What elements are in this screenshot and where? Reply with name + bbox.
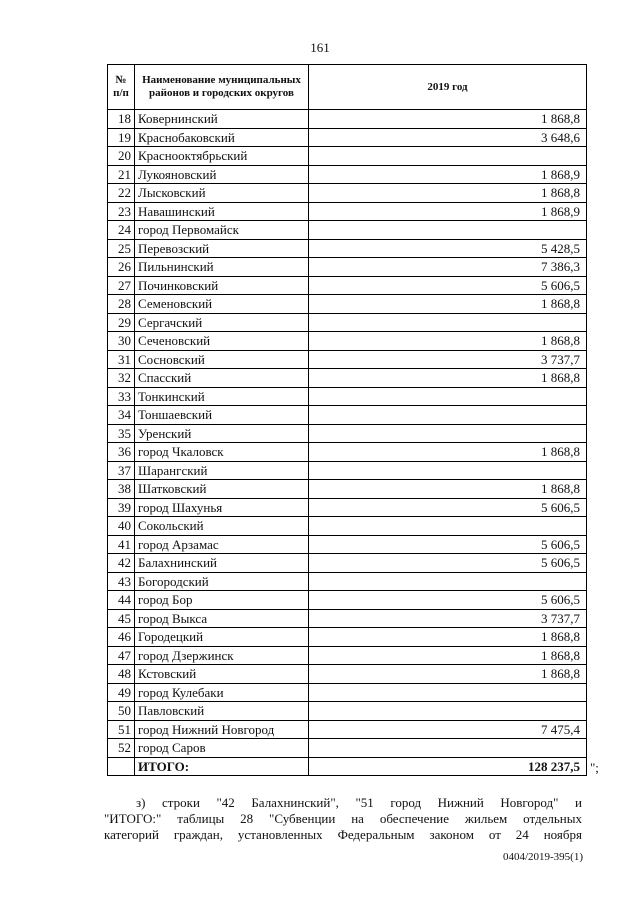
- row-municipality: Починковский: [135, 276, 309, 295]
- row-municipality: Краснооктябрьский: [135, 147, 309, 166]
- table-row: [108, 498, 587, 517]
- row-value: 5 428,5: [309, 239, 587, 258]
- row-number: 29: [108, 313, 135, 332]
- row-municipality: Кстовский: [135, 665, 309, 684]
- row-municipality: город Первомайск: [135, 221, 309, 240]
- row-value: 1 868,8: [309, 646, 587, 665]
- row-number: 23: [108, 202, 135, 221]
- table-row: [108, 480, 587, 499]
- row-number: 48: [108, 665, 135, 684]
- row-municipality: Перевозский: [135, 239, 309, 258]
- row-value: [309, 387, 587, 406]
- total-value: 128 237,5: [309, 757, 587, 776]
- row-value: 1 868,8: [309, 369, 587, 388]
- row-number: 33: [108, 387, 135, 406]
- row-municipality: Тоншаевский: [135, 406, 309, 425]
- paragraph-line-1: з) строки "42 Балахнинский", "51 город Нижний Новгород" и: [136, 795, 582, 810]
- table-row: [108, 276, 587, 295]
- paragraph-line-2: "ИТОГО:" таблицы 28 "Субвенции на обеспечение жильем отдельных: [104, 811, 582, 826]
- table-row: [108, 609, 587, 628]
- row-value: 1 868,8: [309, 628, 587, 647]
- header-municipality: Наименование муниципальных районов и городских округов: [135, 65, 309, 110]
- total-label: ИТОГО:: [135, 757, 309, 776]
- paragraph-line-3: категорий граждан, установленных Федеральным законом от 24 ноября: [104, 827, 582, 842]
- row-municipality: Лукояновский: [135, 165, 309, 184]
- row-municipality: город Чкаловск: [135, 443, 309, 462]
- row-municipality: Сергачский: [135, 313, 309, 332]
- row-value: 3 737,7: [309, 350, 587, 369]
- table-row: [108, 258, 587, 277]
- page-number: 161: [310, 40, 330, 55]
- row-number: 25: [108, 239, 135, 258]
- table-row: [108, 665, 587, 684]
- row-value: [309, 572, 587, 591]
- row-value: 3 737,7: [309, 609, 587, 628]
- row-number: 45: [108, 609, 135, 628]
- row-municipality: Пильнинский: [135, 258, 309, 277]
- row-number: 36: [108, 443, 135, 462]
- row-number: 18: [108, 110, 135, 129]
- row-number: 22: [108, 184, 135, 203]
- table-row: [108, 387, 587, 406]
- row-value: [309, 739, 587, 758]
- row-municipality: город Шахунья: [135, 498, 309, 517]
- row-municipality: город Бор: [135, 591, 309, 610]
- table-row: [108, 683, 587, 702]
- row-value: [309, 702, 587, 721]
- table-row: [108, 739, 587, 758]
- row-value: [309, 406, 587, 425]
- row-number: 20: [108, 147, 135, 166]
- row-municipality: Балахнинский: [135, 554, 309, 573]
- row-municipality: Уренский: [135, 424, 309, 443]
- row-municipality: Семеновский: [135, 295, 309, 314]
- row-value: [309, 461, 587, 480]
- row-number: 30: [108, 332, 135, 351]
- row-number: 35: [108, 424, 135, 443]
- table-row: [108, 221, 587, 240]
- row-municipality: Шарангский: [135, 461, 309, 480]
- row-value: 1 868,8: [309, 332, 587, 351]
- row-municipality: Краснобаковский: [135, 128, 309, 147]
- row-value: 1 868,9: [309, 202, 587, 221]
- table-row: [108, 128, 587, 147]
- row-municipality: город Выкса: [135, 609, 309, 628]
- row-municipality: Сеченовский: [135, 332, 309, 351]
- table-row: [108, 406, 587, 425]
- row-number: 43: [108, 572, 135, 591]
- table-row: [108, 517, 587, 536]
- row-municipality: Лысковский: [135, 184, 309, 203]
- row-municipality: город Нижний Новгород: [135, 720, 309, 739]
- row-number: 28: [108, 295, 135, 314]
- row-municipality: Навашинский: [135, 202, 309, 221]
- row-number: 46: [108, 628, 135, 647]
- table-header-row: [108, 65, 587, 110]
- row-number: 21: [108, 165, 135, 184]
- row-municipality: Городецкий: [135, 628, 309, 647]
- row-value: 5 606,5: [309, 554, 587, 573]
- row-value: 1 868,8: [309, 665, 587, 684]
- row-value: 1 868,8: [309, 480, 587, 499]
- row-value: [309, 313, 587, 332]
- table-row: [108, 295, 587, 314]
- row-number: 19: [108, 128, 135, 147]
- row-number: 49: [108, 683, 135, 702]
- row-value: [309, 147, 587, 166]
- row-number: 52: [108, 739, 135, 758]
- table-row: [108, 165, 587, 184]
- table-row: [108, 628, 587, 647]
- row-municipality: Богородский: [135, 572, 309, 591]
- table-body: [108, 110, 587, 758]
- table-row: [108, 461, 587, 480]
- document-code: 0404/2019-395(1): [502, 851, 583, 863]
- row-number: 37: [108, 461, 135, 480]
- row-municipality: город Дзержинск: [135, 646, 309, 665]
- row-value: [309, 221, 587, 240]
- table-row: [108, 110, 587, 129]
- row-number: 41: [108, 535, 135, 554]
- row-municipality: город Арзамас: [135, 535, 309, 554]
- row-number: 31: [108, 350, 135, 369]
- row-municipality: город Саров: [135, 739, 309, 758]
- row-value: [309, 517, 587, 536]
- row-value: 1 868,8: [309, 184, 587, 203]
- row-number: 32: [108, 369, 135, 388]
- row-value: 5 606,5: [309, 276, 587, 295]
- row-value: 1 868,8: [309, 295, 587, 314]
- row-value: 5 606,5: [309, 591, 587, 610]
- row-value: [309, 683, 587, 702]
- table-row: [108, 202, 587, 221]
- row-number: 44: [108, 591, 135, 610]
- row-number: 47: [108, 646, 135, 665]
- row-number: 50: [108, 702, 135, 721]
- row-municipality: Шатковский: [135, 480, 309, 499]
- row-number: 40: [108, 517, 135, 536]
- row-municipality: Сосновский: [135, 350, 309, 369]
- table-row: [108, 147, 587, 166]
- row-municipality: Спасский: [135, 369, 309, 388]
- row-municipality: Сокольский: [135, 517, 309, 536]
- row-municipality: Павловский: [135, 702, 309, 721]
- total-number-cell: [108, 757, 135, 776]
- row-number: 26: [108, 258, 135, 277]
- table-row: [108, 184, 587, 203]
- table-row: [108, 591, 587, 610]
- row-number: 27: [108, 276, 135, 295]
- closing-quote: ";: [590, 760, 599, 775]
- row-value: 1 868,9: [309, 165, 587, 184]
- header-number: № п/п: [108, 65, 135, 110]
- row-number: 51: [108, 720, 135, 739]
- table-row: [108, 554, 587, 573]
- row-number: 39: [108, 498, 135, 517]
- table-row: [108, 313, 587, 332]
- row-municipality: Ковернинский: [135, 110, 309, 129]
- table-row: [108, 443, 587, 462]
- table-row: [108, 239, 587, 258]
- row-number: 34: [108, 406, 135, 425]
- row-number: 24: [108, 221, 135, 240]
- table-row: [108, 535, 587, 554]
- subvention-table: [107, 64, 587, 776]
- row-value: 7 475,4: [309, 720, 587, 739]
- row-number: 42: [108, 554, 135, 573]
- row-number: 38: [108, 480, 135, 499]
- table-row: [108, 572, 587, 591]
- header-year-2019: 2019 год: [309, 65, 587, 110]
- row-value: 3 648,6: [309, 128, 587, 147]
- table-row: [108, 720, 587, 739]
- table-row: [108, 702, 587, 721]
- row-value: 5 606,5: [309, 498, 587, 517]
- row-value: 1 868,8: [309, 443, 587, 462]
- total-row: [108, 757, 587, 776]
- row-municipality: город Кулебаки: [135, 683, 309, 702]
- table-row: [108, 646, 587, 665]
- row-municipality: Тонкинский: [135, 387, 309, 406]
- row-value: 5 606,5: [309, 535, 587, 554]
- table-row: [108, 424, 587, 443]
- row-value: [309, 424, 587, 443]
- row-value: 1 868,8: [309, 110, 587, 129]
- table-row: [108, 350, 587, 369]
- table-row: [108, 369, 587, 388]
- row-value: 7 386,3: [309, 258, 587, 277]
- table-row: [108, 332, 587, 351]
